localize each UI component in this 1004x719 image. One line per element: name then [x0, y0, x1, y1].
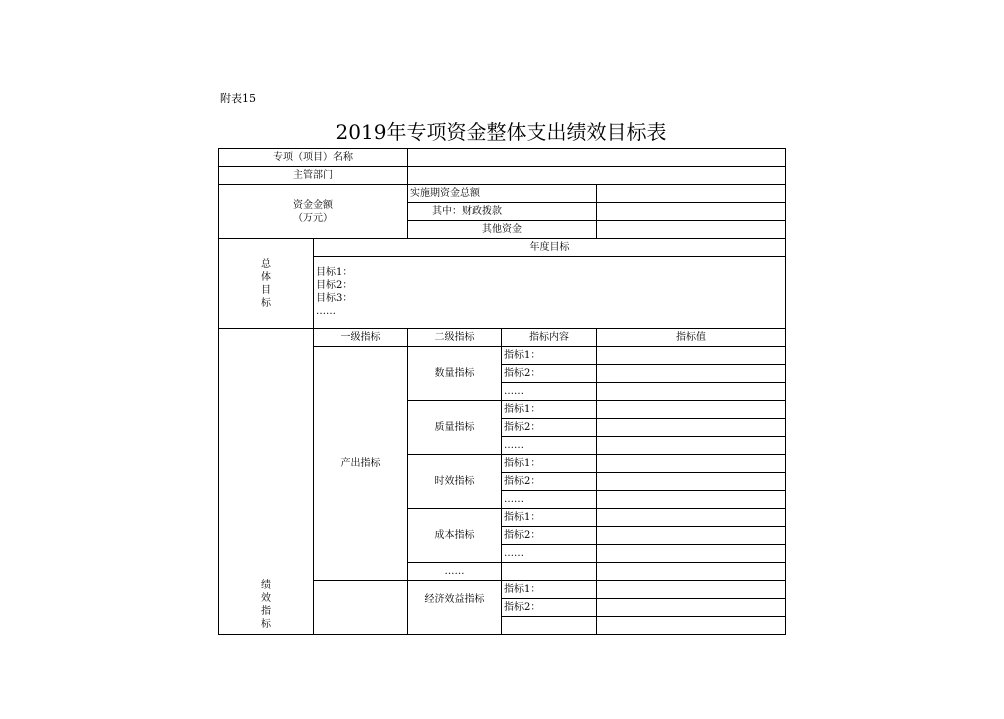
form-table-container — [218, 148, 785, 630]
header-content: 指标内容 — [502, 329, 597, 347]
annual-goal-text[interactable]: 目标1： 目标2： 目标3： …… — [314, 257, 786, 329]
indicator-value-cell[interactable] — [597, 455, 786, 473]
indicator-item: 指标1： — [502, 581, 597, 599]
indicator-value-cell[interactable] — [597, 527, 786, 545]
indicator-item — [502, 563, 597, 581]
indicator-item: …… — [502, 491, 597, 509]
performance-indicator-label: 绩 效 指 标 — [219, 329, 314, 635]
indicator-value-cell[interactable] — [597, 509, 786, 527]
indicator-value-cell[interactable] — [597, 347, 786, 365]
indicator-item: 指标2： — [502, 599, 597, 617]
funds-label: 资金金额 （万元） — [219, 185, 408, 239]
header-level2: 二级指标 — [408, 329, 502, 347]
output-indicator-label: 产出指标 — [314, 347, 408, 581]
funds-total-label: 实施期资金总额 — [408, 185, 597, 203]
project-name-value[interactable] — [408, 149, 786, 167]
indicator-item: 指标2： — [502, 365, 597, 383]
indicator-item: …… — [502, 437, 597, 455]
indicator-item: 指标2： — [502, 419, 597, 437]
indicator-value-cell[interactable] — [597, 383, 786, 401]
indicator-item: 指标1： — [502, 455, 597, 473]
header-level1: 一级指标 — [314, 329, 408, 347]
indicator-item: 指标1： — [502, 347, 597, 365]
group-timeliness: 时效指标 — [408, 455, 502, 509]
funds-other-value[interactable] — [597, 221, 786, 239]
annual-goal-header: 年度目标 — [314, 239, 786, 257]
indicator-value-cell[interactable] — [597, 617, 786, 635]
annex-label: 附表15 — [220, 92, 256, 105]
funds-fiscal-value[interactable] — [597, 203, 786, 221]
funds-fiscal-label: 其中：财政拨款 — [408, 203, 597, 221]
project-name-label: 专项（项目）名称 — [219, 149, 408, 167]
funds-total-value[interactable] — [597, 185, 786, 203]
indicator-value-cell[interactable] — [597, 365, 786, 383]
benefit-indicator-label — [314, 581, 408, 635]
indicator-value-cell[interactable] — [597, 437, 786, 455]
more-groups-ellipsis: …… — [408, 563, 502, 581]
header-value: 指标值 — [597, 329, 786, 347]
indicator-item — [502, 617, 597, 635]
performance-goal-table — [218, 148, 786, 635]
funds-other-label: 其他资金 — [408, 221, 597, 239]
indicator-value-cell[interactable] — [597, 401, 786, 419]
indicator-item: 指标2： — [502, 473, 597, 491]
dept-value[interactable] — [408, 167, 786, 185]
indicator-value-cell[interactable] — [597, 491, 786, 509]
overall-goal-label: 总 体 目 标 — [219, 239, 314, 329]
group-quantity: 数量指标 — [408, 347, 502, 401]
indicator-item: 指标1： — [502, 401, 597, 419]
indicator-value-cell[interactable] — [597, 581, 786, 599]
group-quality: 质量指标 — [408, 401, 502, 455]
page-title: 2019年专项资金整体支出绩效目标表 — [335, 120, 667, 144]
indicator-value-cell[interactable] — [597, 473, 786, 491]
indicator-item: 指标1： — [502, 509, 597, 527]
group-cost: 成本指标 — [408, 509, 502, 563]
indicator-value-cell[interactable] — [597, 545, 786, 563]
indicator-item: 指标2： — [502, 527, 597, 545]
indicator-item: …… — [502, 545, 597, 563]
indicator-item: …… — [502, 383, 597, 401]
dept-label: 主管部门 — [219, 167, 408, 185]
indicator-value-cell[interactable] — [597, 599, 786, 617]
group-economic-benefit: 经济效益指标 — [408, 581, 502, 635]
indicator-value-cell[interactable] — [597, 563, 786, 581]
indicator-value-cell[interactable] — [597, 419, 786, 437]
